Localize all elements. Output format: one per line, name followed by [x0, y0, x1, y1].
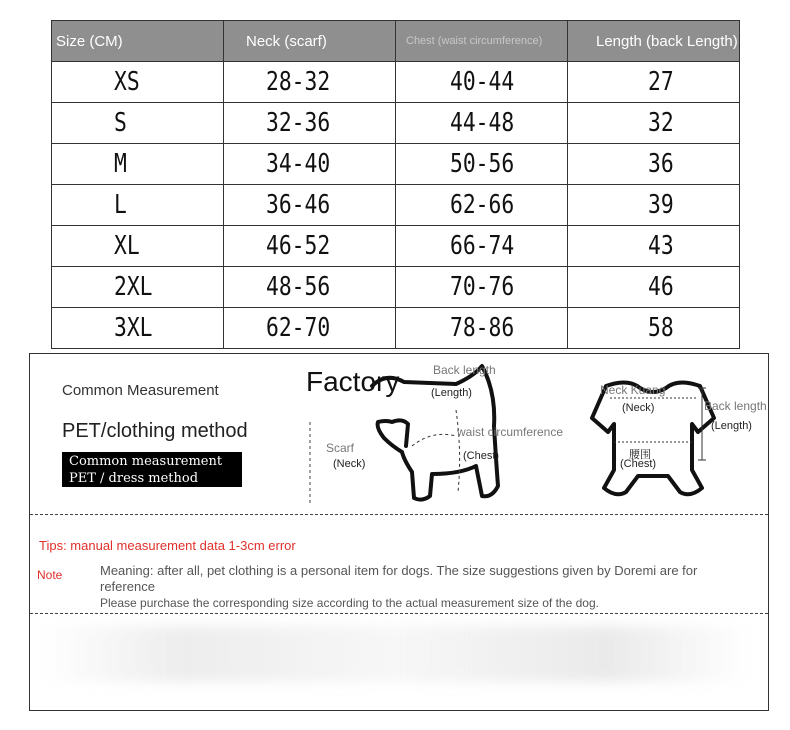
note-label: Note: [37, 568, 63, 582]
pet-clothing-method-title: PET/clothing method: [62, 420, 248, 442]
cell-neck: 46-52: [224, 226, 396, 267]
header-size: Size (CM): [52, 21, 224, 62]
garment-length-label: (Length): [711, 420, 752, 432]
cell-size: M: [52, 144, 224, 185]
cell-length: 43: [568, 226, 740, 267]
header-chest: Chest (waist circumference): [396, 21, 568, 62]
dog-chest-label: (Chest): [463, 450, 500, 462]
cell-chest: 70-76: [396, 267, 568, 308]
cell-length: 39: [568, 185, 740, 226]
cell-chest: 62-66: [396, 185, 568, 226]
tips-text: Tips: manual measurement data 1-3cm error: [39, 538, 296, 553]
cell-length: 58: [568, 308, 740, 349]
cell-neck: 28-32: [224, 62, 396, 103]
cell-neck: 48-56: [224, 267, 396, 308]
size-table: [51, 20, 740, 349]
cell-neck: 34-40: [224, 144, 396, 185]
method-label-line1: Common measurement: [69, 454, 223, 469]
table-row: [52, 185, 740, 226]
cell-size: 2XL: [52, 267, 224, 308]
common-measurement-title: Common Measurement: [62, 382, 219, 399]
cell-length: 27: [568, 62, 740, 103]
table-row: [52, 308, 740, 349]
table-header-row: [52, 21, 740, 62]
factory-label: Factory: [306, 366, 400, 397]
method-label-line2: PET / dress method: [69, 471, 199, 486]
meaning-text: Meaning: after all, pet clothing is a personal item for dogs. The size suggestions given by Doremi are for reference: [100, 563, 698, 594]
cell-chest: 78-86: [396, 308, 568, 349]
cell-length: 32: [568, 103, 740, 144]
cell-size: XL: [52, 226, 224, 267]
cell-neck: 32-36: [224, 103, 396, 144]
garment-chest-label: (Chest): [620, 458, 657, 470]
table-row: [52, 103, 740, 144]
header-neck: Neck (scarf): [224, 21, 396, 62]
cell-chest: 50-56: [396, 144, 568, 185]
cell-chest: 44-48: [396, 103, 568, 144]
table-row: [52, 226, 740, 267]
dog-neck-label: (Neck): [333, 458, 366, 470]
garment-neck-label: (Neck): [622, 402, 655, 414]
blurred-watermark: [40, 626, 750, 682]
dog-waist-label: waist circumference: [457, 425, 564, 439]
cell-chest: 40-44: [396, 62, 568, 103]
table-row: [52, 62, 740, 103]
divider-bottom: [30, 613, 768, 614]
header-length: Length (back Length): [568, 21, 740, 62]
purchase-text: Please purchase the corresponding size according to the actual measurement size of the dog.: [100, 596, 599, 610]
cell-length: 46: [568, 267, 740, 308]
cell-length: 36: [568, 144, 740, 185]
cell-neck: 36-46: [224, 185, 396, 226]
cell-size: 3XL: [52, 308, 224, 349]
garment-back-length-label: Back length: [704, 399, 767, 413]
table-row: [52, 144, 740, 185]
cell-size: L: [52, 185, 224, 226]
dog-back-length-label: Back length: [433, 363, 496, 377]
garment-neck-kuang-label: Neck Kuang: [600, 383, 666, 397]
measurement-panel: [29, 353, 769, 711]
cell-chest: 66-74: [396, 226, 568, 267]
table-row: [52, 267, 740, 308]
garment-waist-cn-label: 腰围: [629, 449, 651, 461]
dog-length-label: (Length): [431, 387, 472, 399]
cell-neck: 62-70: [224, 308, 396, 349]
dog-scarf-label: Scarf: [326, 441, 355, 455]
divider-top: [30, 514, 768, 515]
cell-size: S: [52, 103, 224, 144]
cell-size: XS: [52, 62, 224, 103]
method-label-box: [62, 452, 242, 487]
